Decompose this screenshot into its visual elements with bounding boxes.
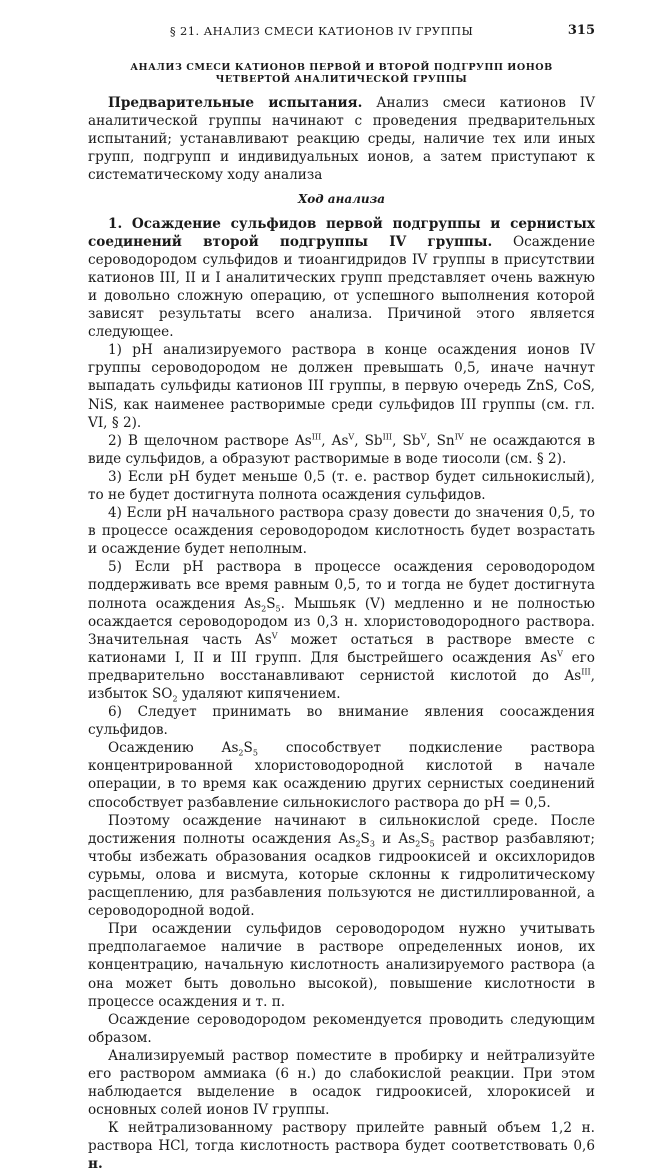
item-5-text: S (266, 595, 276, 612)
paragraph-text: Осаждению As (108, 740, 239, 757)
subscript: 5 (252, 749, 258, 758)
paragraph-1 (88, 739, 595, 811)
paragraph-4: Осаждение сероводородом рекомендуется проводить следующим образом. (88, 1011, 595, 1046)
item-5-text: , избыток SO (88, 667, 595, 702)
step-1-text: Осаждение сероводородом сульфидов и тиоангидридов IV группы в присутствии катионов III, II и I аналитических групп представляет очень важную и довольно сложную операцию, от успешного выполнения которой зависят результаты всего анализа. Причиной этого является следующее. (88, 233, 595, 341)
paragraph-text: S (243, 740, 253, 757)
oxidation-state: III (581, 667, 591, 677)
item-2-text: не осаждаются в виде сульфидов, а образуют растворимые в воде тиосоли (см. § 2). (88, 432, 595, 467)
item-5-text: удаляют кипячением. (177, 686, 341, 702)
item-5-text: . Мышьяк (V) медленно и не полностью осаждается сероводородом из 0,3 н. хлористоводородного раствора. Значительная часть As (88, 595, 595, 648)
oxidation-state: V (557, 649, 563, 659)
item-2-text: , Sb (354, 432, 383, 449)
oxidation-state: V (348, 432, 355, 442)
subscript: 5 (275, 604, 281, 614)
item-2-text: 2) В щелочном растворе As (108, 432, 312, 449)
subscript: 5 (429, 839, 435, 849)
section-heading (88, 62, 595, 86)
paragraph-2 (88, 812, 595, 921)
item-5-text: может остаться в растворе вместе с катионами I, II и III групп. Для быстрейшего осаждения As (88, 631, 595, 666)
oxidation-state: III (382, 432, 393, 442)
oxidation-state: IV (454, 432, 464, 442)
subscript: 2 (415, 839, 421, 849)
item-5-text: его предварительно восстанавливают сернистой кислотой до As (88, 649, 595, 684)
oxidation-state: V (420, 432, 427, 442)
section-heading-line-1: АНАЛИЗ СМЕСИ КАТИОНОВ ПЕРВОЙ И ВТОРОЙ ПОДГРУПП ИОНОВ (130, 62, 553, 73)
paragraph-text: S (360, 830, 370, 847)
intro-text: Анализ смеси катионов IV аналитической группы начинают с проведения предварительных испытаний; устанавливают реакцию среды, наличие тех или иных групп, подгрупп и индивидуальных ионов, а затем приступают к систематическому ходу анализа (88, 95, 595, 184)
intro-paragraph (88, 94, 595, 184)
item-6: 6) Следует принимать во внимание явления соосаждения сульфидов. (88, 704, 595, 739)
paragraph-text: S (420, 830, 430, 847)
item-4: 4) Если pH начального раствора сразу довести до значения 0,5, то в процессе осаждения сероводородом кислотность будет возрастать и осаждение будет неполным. (88, 505, 595, 558)
item-1: 1) pH анализируемого раствора в конце осаждения ионов IV группы сероводородом не должен превышать 0,5, иначе начнут выпадать сульфиды катионов III группы, в первую очередь ZnS, CoS, NiS, как наименее растворимые среди сульфидов III группы (см. гл. VI, § 2). (88, 342, 595, 431)
step-1-paragraph (88, 215, 595, 342)
body-text (88, 94, 595, 1174)
paragraph-text: способствует подкисление раствора концентрированной хлористоводородной кислотой в начале операции, в то время как осаждению других сернистых соединений способствует разбавление сильнокислого раствора до pH = 0,5. (88, 740, 595, 811)
paragraph-3: При осаждении сульфидов сероводородом нужно учитывать предполагаемое наличие в растворе определенных ионов, их концентрацию, начальную кислотность анализируемого раствора (а она может быть довольно высокой), повышение кислотности в процессе осаждения и т. п. (88, 921, 595, 1010)
intro-lead: Предварительные испытания. (108, 95, 363, 111)
paragraph-text: и As (374, 830, 416, 847)
step-1-title: 1. Осаждение сульфидов первой подгруппы и сернистых соединений второй подгруппы IV группы. (88, 215, 595, 250)
page-number: 315 (567, 23, 595, 38)
running-title: § 21. АНАЛИЗ СМЕСИ КАТИОНОВ IV ГРУППЫ (169, 24, 474, 38)
procedure-subheading: Ход анализа (297, 192, 386, 207)
subscript: 2 (238, 749, 244, 758)
item-5-text: 5) Если pH раствора в процессе осаждения сероводородом поддерживать все время равным 0,5, то и тогда не будет достигнута полнота осаждения As (88, 559, 595, 612)
item-3: 3) Если pH будет меньше 0,5 (т. е. раствор будет сильнокислый), то не будет достигнута полнота осаждения сульфидов. (88, 468, 595, 503)
item-2-text: , As (321, 432, 349, 449)
running-head (88, 24, 595, 40)
paragraph-text: К нейтрализованному раствору прилейте равный объем 1,2 н. раствора HCl, тогда кислотность раствора будет соответствовать 0,6 (88, 1120, 595, 1155)
subscript: 2 (261, 604, 267, 614)
section-heading-line-2: ЧЕТВЕРТОЙ АНАЛИТИЧЕСКОЙ ГРУППЫ (215, 74, 468, 85)
oxidation-state: III (311, 432, 322, 442)
oxidation-state: V (271, 631, 278, 641)
subscript: 3 (369, 839, 375, 849)
paragraph-text-bold: н. (88, 1156, 103, 1173)
item-2 (88, 432, 595, 468)
paragraph-5: Анализируемый раствор поместите в пробирку и нейтрализуйте его раствором аммиака (6 н.) до слабокислой реакции. При этом наблюдается выделение в осадок гидроокисей, хлорокисей и основных солей ионов IV группы. (88, 1047, 595, 1119)
subscript: 2 (355, 839, 361, 849)
paragraph-text: раствор разбавляют; чтобы избежать образования осадков гидроокисей и оксихлоридов сурьмы, олова и висмута, которые склонны к гидролитическому расщеплению, для разбавления пользуются не дистиллированной, а сероводородной водой. (88, 830, 595, 920)
item-2-text: , Sb (392, 432, 421, 449)
subscript: 2 (172, 694, 178, 704)
item-2-text: , Sn (426, 432, 455, 449)
item-5 (88, 558, 595, 703)
paragraph-6 (88, 1119, 595, 1173)
paragraph-text: Поэтому осаждение начинают в сильнокислой среде. После достижения полноты осаждения As (88, 812, 595, 847)
